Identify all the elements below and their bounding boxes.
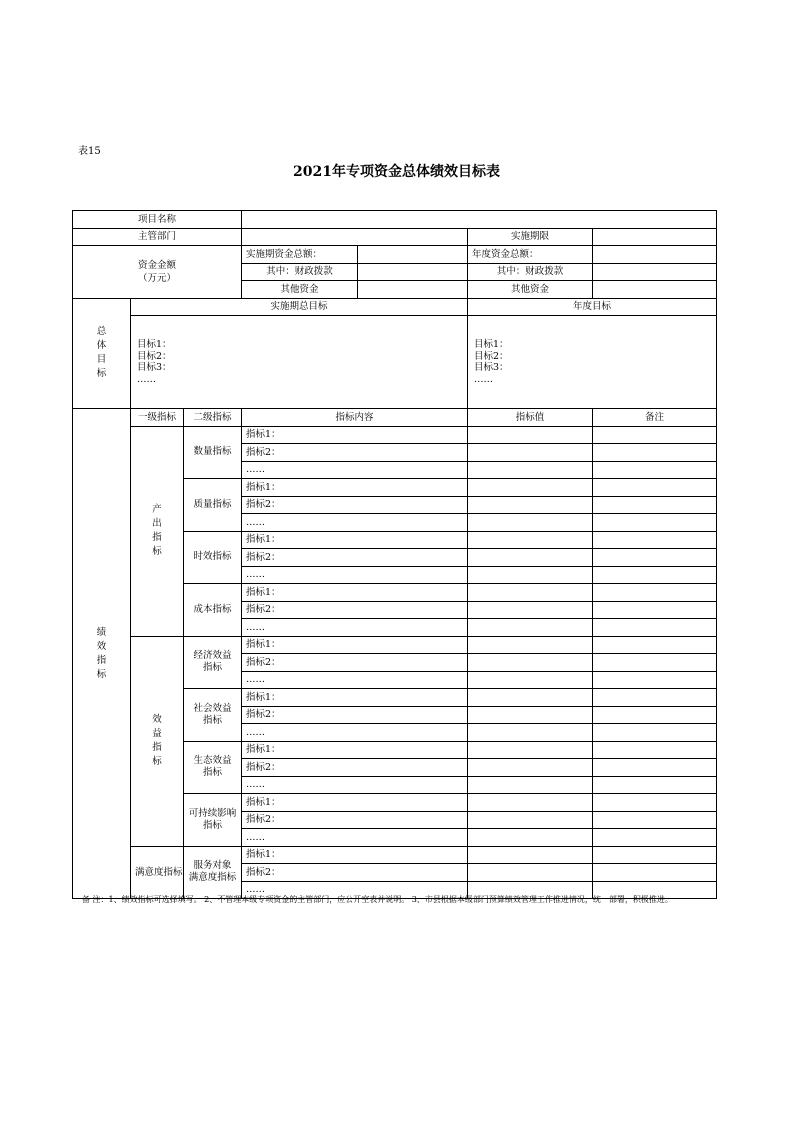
indicator-remark-field[interactable] <box>593 444 717 462</box>
indicator-value-field[interactable] <box>468 636 593 654</box>
level2-label-line: 服务对象 <box>193 860 232 872</box>
indicator-content-field[interactable]: …… <box>242 724 468 742</box>
indicator-value-field[interactable] <box>468 426 593 444</box>
level1-char: 产 <box>152 504 162 515</box>
page-title: 2021年专项资金总体绩效目标表 <box>293 164 500 180</box>
indicator-value-field[interactable] <box>468 689 593 707</box>
annual-fund-field[interactable] <box>593 246 717 264</box>
fiscal-field-right[interactable] <box>593 263 717 281</box>
annual-goals-field[interactable] <box>468 316 717 409</box>
level1-char: 指 <box>152 532 162 543</box>
performance-target-table <box>72 210 717 899</box>
level2-label <box>184 794 242 847</box>
fiscal-field-left[interactable] <box>358 263 468 281</box>
project-name-row <box>73 211 717 229</box>
other-label-right: 其他资金 <box>468 281 593 299</box>
overall-char: 总 <box>96 326 107 338</box>
period-goal-line: 目标3： <box>137 362 172 373</box>
level1-char: 标 <box>152 756 162 767</box>
level1-satisfaction-label: 满意度指标 <box>131 846 184 899</box>
indicator-remark-field[interactable] <box>593 811 717 829</box>
indicator-content-field[interactable]: 指标2： <box>242 444 468 462</box>
indicator-content-field[interactable]: …… <box>242 461 468 479</box>
level1-char: 出 <box>152 518 162 529</box>
level2-label-line: 生态效益 <box>193 755 232 767</box>
indicator-content-field[interactable]: 指标1： <box>242 584 468 602</box>
level2-label-line: 成本指标 <box>193 603 232 615</box>
level2-label-line: 数量指标 <box>193 446 232 458</box>
indicator-value-field[interactable] <box>468 619 593 637</box>
indicator-remark-field[interactable] <box>593 584 717 602</box>
indicator-remark-field[interactable] <box>593 496 717 514</box>
department-row <box>73 228 717 246</box>
indicator-remark-field[interactable] <box>593 531 717 549</box>
overall-goal-section-label <box>73 298 131 409</box>
overall-char: 目 <box>96 354 107 366</box>
level1-benefit-label <box>131 636 184 846</box>
level2-label-line: 经济效益 <box>193 650 232 662</box>
indicator-remark-field[interactable] <box>593 636 717 654</box>
period-goal-line: 目标2： <box>137 350 172 362</box>
other-field-right[interactable] <box>593 281 717 299</box>
indicator-remark-field[interactable] <box>593 689 717 707</box>
level2-label-line: 指标 <box>202 767 222 779</box>
indicator-value-field[interactable] <box>468 566 593 584</box>
indicator-remark-field[interactable] <box>593 549 717 567</box>
annual-goal-line: 目标3： <box>474 362 509 373</box>
indicator-row <box>73 426 717 444</box>
indicator-remark-field[interactable] <box>593 461 717 479</box>
indicator-value-field[interactable] <box>468 811 593 829</box>
level2-label <box>184 846 242 899</box>
indicator-value-field[interactable] <box>468 584 593 602</box>
content-header: 指标内容 <box>242 409 468 427</box>
indicator-section-label <box>73 409 131 899</box>
annual-goal-line: …… <box>474 373 493 385</box>
indicator-value-field[interactable] <box>468 706 593 724</box>
level2-header: 二级指标 <box>184 409 242 427</box>
indicator-remark-field[interactable] <box>593 741 717 759</box>
period-goals-field[interactable] <box>131 316 468 409</box>
level2-label-line: 指标 <box>202 662 222 674</box>
indicator-content-field[interactable]: 指标1： <box>242 689 468 707</box>
indicator-value-field[interactable] <box>468 549 593 567</box>
indicator-value-field[interactable] <box>468 846 593 864</box>
indicator-remark-field[interactable] <box>593 794 717 812</box>
indicator-content-field[interactable]: 指标1： <box>242 636 468 654</box>
indicator-value-field[interactable] <box>468 759 593 777</box>
level2-label-line: 指标 <box>202 714 222 726</box>
remark-header: 备注 <box>593 409 717 427</box>
fund-amount-label <box>73 246 242 299</box>
indicator-content-field[interactable]: 指标1： <box>242 741 468 759</box>
indicator-content-field[interactable]: …… <box>242 566 468 584</box>
indicator-char: 标 <box>96 668 107 680</box>
annual-goal-line: 目标1： <box>474 339 509 350</box>
indicator-content-field[interactable]: 指标1： <box>242 479 468 497</box>
indicator-remark-field[interactable] <box>593 426 717 444</box>
indicator-value-field[interactable] <box>468 741 593 759</box>
annual-goal-header: 年度目标 <box>468 298 717 316</box>
other-field-left[interactable] <box>358 281 468 299</box>
fiscal-label-left: 其中：财政拨款 <box>242 263 358 281</box>
other-label-left: 其他资金 <box>242 281 358 299</box>
indicator-content-field[interactable]: 指标2： <box>242 496 468 514</box>
document-number: 表15 <box>78 146 101 157</box>
value-header: 指标值 <box>468 409 593 427</box>
total-fund-label: 实施期资金总额： <box>242 246 358 264</box>
indicator-remark-field[interactable] <box>593 706 717 724</box>
indicator-value-field[interactable] <box>468 461 593 479</box>
level2-label-line: 社会效益 <box>193 702 232 714</box>
indicator-remark-field[interactable] <box>593 671 717 689</box>
indicator-char: 绩 <box>96 626 107 638</box>
indicator-content-field[interactable]: 指标1： <box>242 426 468 444</box>
indicator-remark-field[interactable] <box>593 566 717 584</box>
indicator-content-field[interactable]: 指标2： <box>242 601 468 619</box>
level2-label-line: 时效指标 <box>193 551 232 563</box>
indicator-content-field[interactable]: 指标2： <box>242 706 468 724</box>
indicator-value-field[interactable] <box>468 829 593 847</box>
level1-char: 益 <box>152 728 162 739</box>
annual-fund-label: 年度资金总额： <box>468 246 593 264</box>
indicator-content-field[interactable]: 指标2： <box>242 864 468 882</box>
overall-char: 体 <box>96 340 107 352</box>
level2-label <box>184 689 242 742</box>
indicator-remark-field[interactable] <box>593 479 717 497</box>
indicator-remark-field[interactable] <box>593 846 717 864</box>
indicator-remark-field[interactable] <box>593 601 717 619</box>
level1-output-label <box>131 426 184 636</box>
indicator-remark-field[interactable] <box>593 864 717 882</box>
fund-label-line2: （万元） <box>137 272 176 284</box>
indicator-remark-field[interactable] <box>593 619 717 637</box>
indicator-header-row <box>73 409 717 427</box>
indicator-value-field[interactable] <box>468 479 593 497</box>
overall-char: 标 <box>96 368 107 380</box>
indicator-value-field[interactable] <box>468 601 593 619</box>
footnote: 备 注：1、绩效指标可选择填写。 2、不管理本级专项资金的主管部门，应公开空表并说明。 3、市县根据本级部门预算绩效管理工作推进情况，统一部署，积极推进。 <box>82 895 673 904</box>
level2-label <box>184 584 242 637</box>
indicator-content-field[interactable]: …… <box>242 881 468 899</box>
level2-label <box>184 426 242 479</box>
indicator-remark-field[interactable] <box>593 654 717 672</box>
overall-goal-header-row <box>73 298 717 316</box>
fiscal-label-right: 其中：财政拨款 <box>468 263 593 281</box>
period-goal-line: 目标1： <box>137 339 172 350</box>
indicator-value-field[interactable] <box>468 654 593 672</box>
indicator-content-field[interactable]: 指标2： <box>242 759 468 777</box>
indicator-remark-field[interactable] <box>593 829 717 847</box>
level2-label-line: 指标 <box>202 819 222 831</box>
indicator-content-field[interactable]: 指标1： <box>242 846 468 864</box>
indicator-remark-field[interactable] <box>593 514 717 532</box>
indicator-content-field[interactable]: …… <box>242 671 468 689</box>
indicator-value-field[interactable] <box>468 496 593 514</box>
indicator-value-field[interactable] <box>468 794 593 812</box>
department-field[interactable] <box>242 228 468 246</box>
level1-char: 效 <box>152 714 162 725</box>
indicator-value-field[interactable] <box>468 724 593 742</box>
total-fund-field[interactable] <box>358 246 468 264</box>
department-label: 主管部门 <box>73 228 242 246</box>
indicator-value-field[interactable] <box>468 671 593 689</box>
indicator-value-field[interactable] <box>468 864 593 882</box>
indicator-value-field[interactable] <box>468 444 593 462</box>
indicator-remark-field[interactable] <box>593 776 717 794</box>
period-field[interactable] <box>593 228 717 246</box>
indicator-content-field[interactable]: 指标2： <box>242 811 468 829</box>
level2-label <box>184 479 242 532</box>
fund-label-line1: 资金金额 <box>137 259 176 271</box>
overall-goal-content-row <box>73 316 717 409</box>
indicator-value-field[interactable] <box>468 776 593 794</box>
level1-header: 一级指标 <box>131 409 184 427</box>
indicator-value-field[interactable] <box>468 514 593 532</box>
indicator-char: 指 <box>96 654 107 666</box>
indicator-content-field[interactable]: 指标2： <box>242 654 468 672</box>
indicator-content-field[interactable]: …… <box>242 619 468 637</box>
indicator-remark-field[interactable] <box>593 759 717 777</box>
indicator-value-field[interactable] <box>468 531 593 549</box>
level2-label-line: 质量指标 <box>193 498 232 510</box>
indicator-row <box>73 846 717 864</box>
level2-label <box>184 531 242 584</box>
indicator-content-field[interactable]: …… <box>242 514 468 532</box>
indicator-content-field[interactable]: …… <box>242 776 468 794</box>
project-name-field[interactable] <box>242 211 717 229</box>
indicator-content-field[interactable]: 指标2： <box>242 549 468 567</box>
indicator-content-field[interactable]: …… <box>242 829 468 847</box>
level2-label <box>184 636 242 689</box>
period-goal-line: …… <box>137 373 156 385</box>
period-label: 实施期限 <box>468 228 593 246</box>
level2-label-line: 满意度指标 <box>188 872 237 884</box>
level1-char: 标 <box>152 546 162 557</box>
period-goal-header: 实施期总目标 <box>131 298 468 316</box>
fund-total-row <box>73 246 717 264</box>
indicator-content-field[interactable]: 指标1： <box>242 531 468 549</box>
indicator-remark-field[interactable] <box>593 724 717 742</box>
level2-label-line: 可持续影响 <box>188 807 237 819</box>
annual-goal-line: 目标2： <box>474 350 509 362</box>
indicator-row <box>73 636 717 654</box>
level2-label <box>184 741 242 794</box>
indicator-char: 效 <box>96 640 107 652</box>
level1-char: 指 <box>152 742 162 753</box>
project-name-label: 项目名称 <box>73 211 242 229</box>
indicator-content-field[interactable]: 指标1： <box>242 794 468 812</box>
